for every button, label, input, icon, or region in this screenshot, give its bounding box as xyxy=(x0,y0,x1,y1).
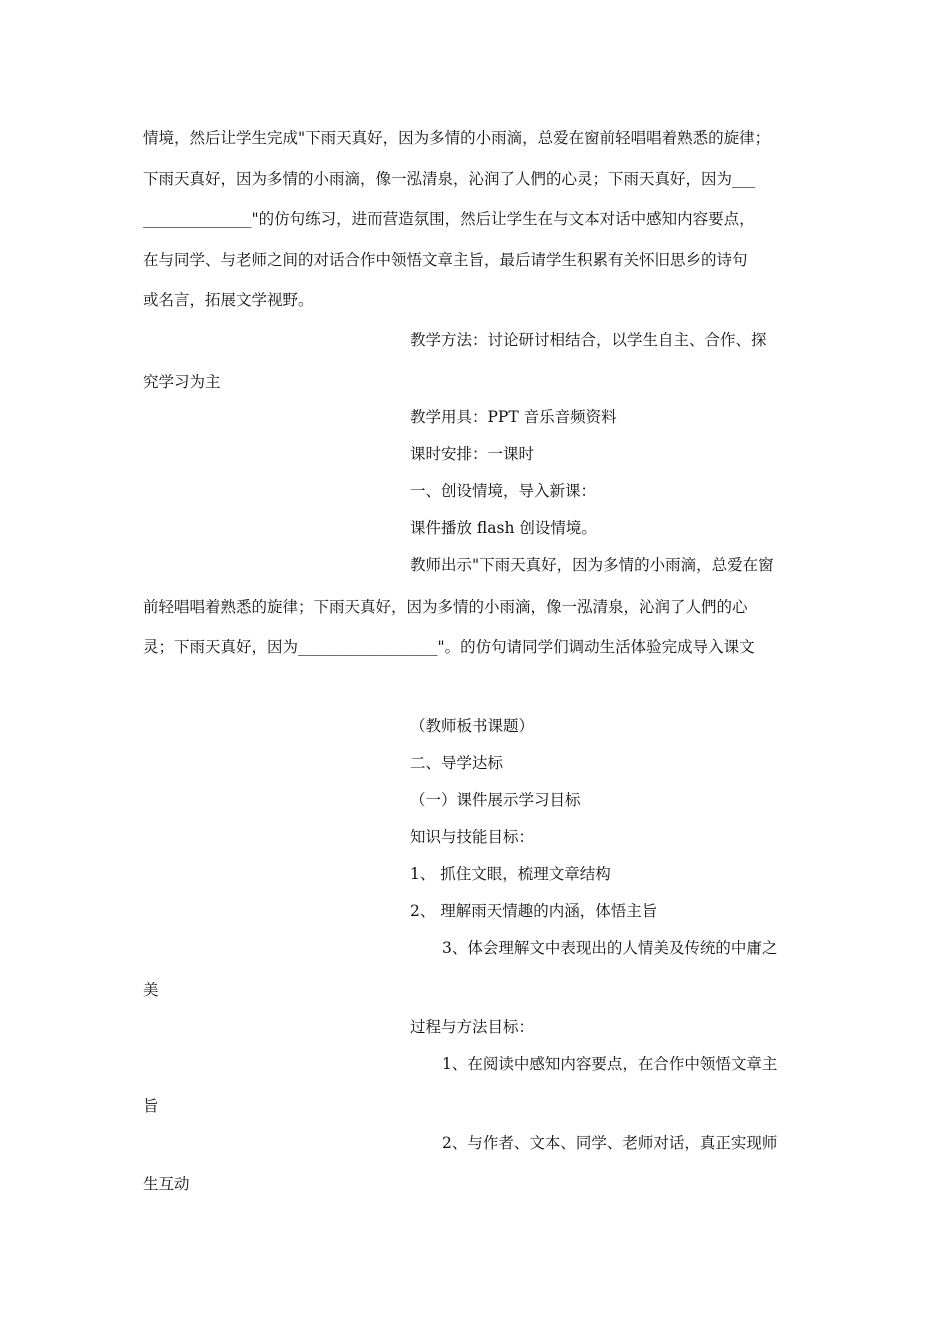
flash-line: 课件播放 flash 创设情境。 xyxy=(410,519,597,537)
teaching-method-cont: 究学习为主 xyxy=(143,373,221,391)
paragraph-line: ______________"的仿句练习，进而营造氛围，然后让学生在与文本对话中感知内容要点， xyxy=(143,210,755,228)
class-schedule: 课时安排：一课时 xyxy=(410,445,535,463)
teacher-shows-line: 教师出示"下雨天真好，因为多情的小雨滴，总爱在窗 xyxy=(410,556,774,574)
teaching-tools: 教学用具：PPT 音乐音频资料 xyxy=(410,408,617,426)
goal-item: 3、体会理解文中表现出的人情美及传统的中庸之 xyxy=(442,939,778,957)
goal-item: 1、 抓住文眼，梳理文章结构 xyxy=(410,865,611,883)
goal-item-cont: 旨 xyxy=(143,1097,159,1115)
paragraph-line: 或名言，拓展文学视野。 xyxy=(143,291,314,309)
board-title: （教师板书课题） xyxy=(410,717,535,735)
teaching-method: 教学方法：讨论研讨相结合，以学生自主、合作、探 xyxy=(410,331,767,349)
paragraph-line: 下雨天真好，因为多情的小雨滴，像一泓清泉，沁润了人們的心灵；下雨天真好，因为___ xyxy=(143,170,756,188)
goal-item: 2、与作者、文本、同学、老师对话，真正实现师 xyxy=(442,1134,778,1152)
goal-item-cont: 美 xyxy=(143,981,159,999)
paragraph-line: 情境，然后让学生完成"下雨天真好，因为多情的小雨滴，总爱在窗前轻唱唱着熟悉的旋律； xyxy=(143,129,771,147)
paragraph-line: 在与同学、与老师之间的对话合作中领悟文章主旨，最后请学生积累有关怀旧思乡的诗句 xyxy=(143,251,748,269)
teacher-shows-line: 灵；下雨天真好，因为__________________"。的仿句请同学们调动生活体验完成导入课文 xyxy=(143,638,755,656)
section-heading: 一、创设情境，导入新课： xyxy=(410,482,597,500)
teacher-shows-line: 前轻唱唱着熟悉的旋律；下雨天真好，因为多情的小雨滴，像一泓清泉，沁润了人們的心 xyxy=(143,598,748,616)
section-heading: 二、导学达标 xyxy=(410,754,504,772)
goal-item: 1、在阅读中感知内容要点，在合作中领悟文章主 xyxy=(442,1055,778,1073)
goal-heading: 知识与技能目标： xyxy=(410,828,535,846)
goal-item-cont: 生互动 xyxy=(143,1175,190,1193)
goal-heading: 过程与方法目标： xyxy=(410,1018,535,1036)
goal-item: 2、 理解雨天情趣的内涵，体悟主旨 xyxy=(410,902,658,920)
subsection-heading: （一）课件展示学习目标 xyxy=(410,791,581,809)
